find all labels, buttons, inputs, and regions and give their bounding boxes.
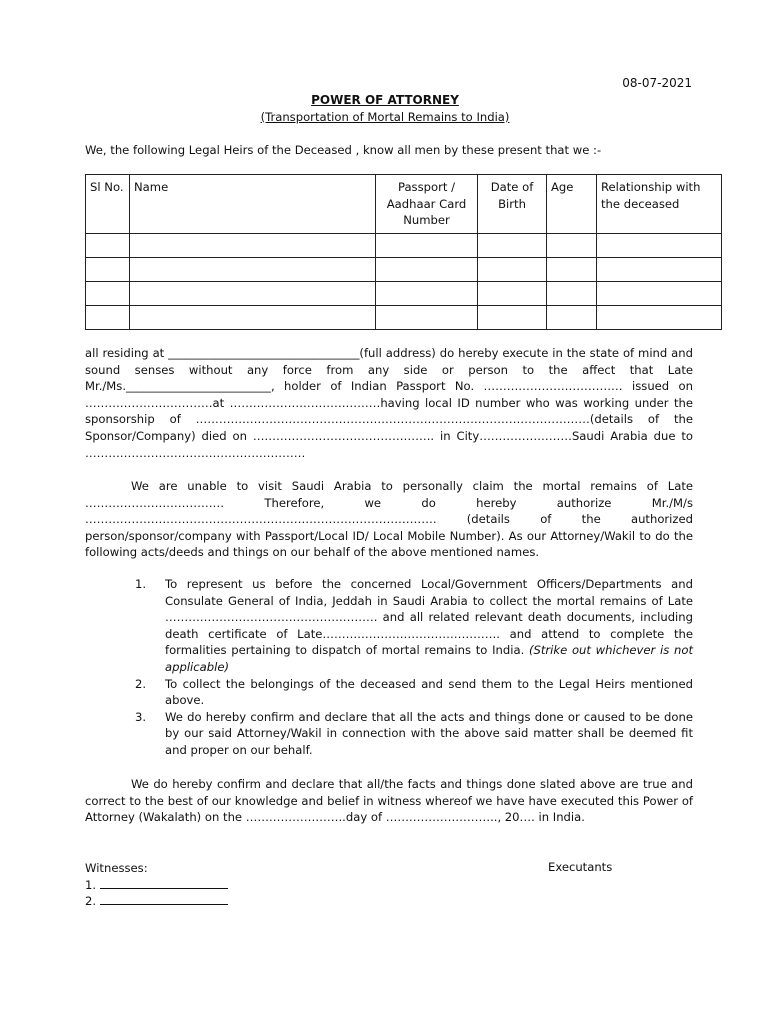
acts-list <box>85 576 693 759</box>
witness-1-signature-field[interactable] <box>100 877 228 889</box>
list-item <box>85 676 693 709</box>
col-header-sl-no: Sl No. <box>86 175 130 234</box>
cell-dob[interactable] <box>478 282 547 306</box>
executants-label: Executants <box>548 860 613 874</box>
cell-relationship[interactable] <box>597 282 722 306</box>
cell-name[interactable] <box>130 282 376 306</box>
list-item-number: 3. <box>135 709 147 724</box>
col-header-age: Age <box>547 175 597 234</box>
list-item <box>85 576 693 676</box>
list-item <box>85 709 693 759</box>
cell-sl-no[interactable] <box>86 234 130 258</box>
list-item-text: We do hereby confirm and declare that all the acts and things done or caused to be done by our said Attorney/Wakil in connection with the above said matter shall be deemed fit and proper on our behalf. <box>165 709 693 757</box>
cell-name[interactable] <box>130 258 376 282</box>
cell-age[interactable] <box>547 258 597 282</box>
document-date: 08-07-2021 <box>622 76 692 90</box>
cell-passport[interactable] <box>376 258 478 282</box>
cell-passport[interactable] <box>376 306 478 330</box>
table-row <box>86 258 722 282</box>
witness-1-line[interactable] <box>85 877 228 894</box>
authorization-paragraph: We are unable to visit Saudi Arabia to personally claim the mortal remains of Late ……………………………… Therefore, we do hereby authorize Mr./M/s ………………………………………………………………………………. (details of the authorized person/sponsor/company with Passport/Local ID/ Local Mobile Number). As our Attorney/Wakil to do the following acts/deeds and things on our behalf of the above mentioned names. <box>85 479 693 560</box>
intro-statement: We, the following Legal Heirs of the Deceased , know all men by these present that we :- <box>85 143 602 157</box>
cell-age[interactable] <box>547 282 597 306</box>
confirmation-paragraph: We do hereby confirm and declare that all/the facts and things done slated above are true and correct to the best of our knowledge and belief in witness whereof we have have executed this Power of Attorney (Wakalath) on the ……………………..day of ……………………….., 20…. in India. <box>85 777 693 825</box>
witness-2-line[interactable] <box>85 893 228 910</box>
cell-sl-no[interactable] <box>86 282 130 306</box>
witnesses-label: Witnesses: <box>85 861 148 875</box>
col-header-name: Name <box>130 175 376 234</box>
table-header-row <box>86 175 722 234</box>
witnesses-block <box>85 860 228 910</box>
cell-dob[interactable] <box>478 306 547 330</box>
col-header-relationship: Relationship with the deceased <box>597 175 722 234</box>
list-item-number: 2. <box>135 676 147 691</box>
cell-dob[interactable] <box>478 234 547 258</box>
cell-name[interactable] <box>130 306 376 330</box>
witness-1-number: 1. <box>85 877 97 892</box>
cell-passport[interactable] <box>376 282 478 306</box>
table-row <box>86 234 722 258</box>
cell-sl-no[interactable] <box>86 306 130 330</box>
cell-relationship[interactable] <box>597 258 722 282</box>
list-item-number: 1. <box>135 577 147 591</box>
list-item-text: To represent us before the concerned Local/Government Officers/Departments and Consulate General of India, Jeddah in Saudi Arabia to collect the mortal remains of Late ………………………………………………. and all related relevant death documents, including death certificate of Late………………………………………. and attend to complete the formalities pertaining to dispatch of mortal remains to India. <box>165 577 693 658</box>
cell-age[interactable] <box>547 306 597 330</box>
cell-sl-no[interactable] <box>86 258 130 282</box>
document-subtitle: (Transportation of Mortal Remains to India) <box>260 110 510 124</box>
document-title: POWER OF ATTORNEY <box>311 93 459 107</box>
witness-2-number: 2. <box>85 894 97 909</box>
cell-dob[interactable] <box>478 258 547 282</box>
table-row <box>86 306 722 330</box>
cell-passport[interactable] <box>376 234 478 258</box>
cell-relationship[interactable] <box>597 306 722 330</box>
list-item-text: To collect the belongings of the deceased and send them to the Legal Heirs mentioned above. <box>165 676 693 708</box>
col-header-passport: Passport / Aadhaar Card Number <box>376 175 478 234</box>
cell-relationship[interactable] <box>597 234 722 258</box>
strike-out-note: (Strike out whichever is not applicable) <box>165 643 693 674</box>
cell-name[interactable] <box>130 234 376 258</box>
cell-age[interactable] <box>547 234 597 258</box>
table-row <box>86 282 722 306</box>
witness-2-signature-field[interactable] <box>100 893 228 905</box>
declaration-paragraph: all residing at _________________________________(full address) do hereby execute in the state of mind and sound senses without any force from any side or person to the affect that Late Mr./Ms._________________________, holder of Indian Passport No. ……………………………… issued on ……………………………at …………………………………having local ID number who was working under the sponsorship of …………………………………………………………………………………………(details of the Sponsor/Company) died on ……………………………………….. in City……………………Saudi Arabia due to ………………………………………………… <box>85 346 693 460</box>
legal-heirs-table <box>85 174 722 330</box>
col-header-dob: Date of Birth <box>478 175 547 234</box>
